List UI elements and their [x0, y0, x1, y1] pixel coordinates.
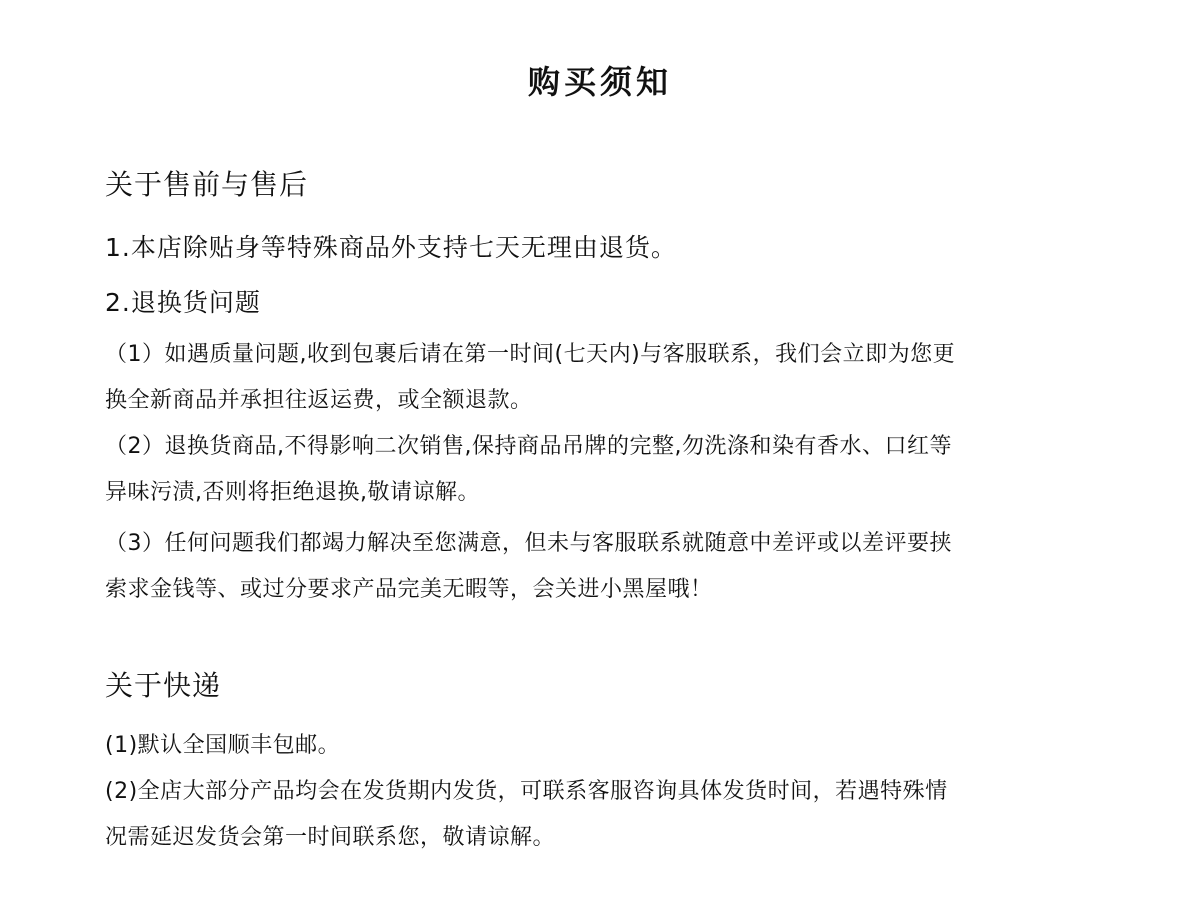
- quality-issue-paragraph: [105, 332, 1117, 424]
- dispute-paragraph: [105, 521, 1117, 613]
- paragraph-line: 况需延迟发货会第一时间联系您，敬请谅解。: [105, 825, 556, 850]
- paragraph-line: （1）如遇质量问题,收到包裹后请在第一时间(七天内)与客服联系，我们会立即为您更: [105, 342, 956, 367]
- paragraph-line: （3）任何问题我们都竭力解决至您满意，但未与客服联系就随意中差评或以差评要挟: [105, 531, 952, 556]
- paragraph-line: 索求金钱等、或过分要求产品完美无暇等，会关进小黑屋哦！: [105, 577, 713, 602]
- section-heading-after-sales: 关于售前与售后: [105, 168, 309, 201]
- return-policy-item: 1.本店除贴身等特殊商品外支持七天无理由退货。: [105, 233, 677, 262]
- paragraph-line: 异味污渍,否则将拒绝退换,敬请谅解。: [105, 480, 480, 505]
- shipping-time-paragraph: [105, 769, 1117, 861]
- paragraph-line: （2）退换货商品,不得影响二次销售,保持商品吊牌的完整,勿洗涤和染有香水、口红等: [105, 434, 952, 459]
- paragraph-line: 换全新商品并承担往返运费，或全额退款。: [105, 388, 533, 413]
- exchange-condition-paragraph: [105, 424, 1117, 516]
- paragraph-line: (1)默认全国顺丰包邮。: [105, 733, 341, 758]
- exchange-issues-item: 2.退换货问题: [105, 288, 261, 317]
- shipping-free-paragraph: [105, 723, 1117, 769]
- section-heading-shipping: 关于快递: [105, 669, 222, 702]
- page-title: 购买须知: [527, 63, 672, 101]
- paragraph-line: (2)全店大部分产品均会在发货期内发货，可联系客服咨询具体发货时间，若遇特殊情: [105, 779, 948, 804]
